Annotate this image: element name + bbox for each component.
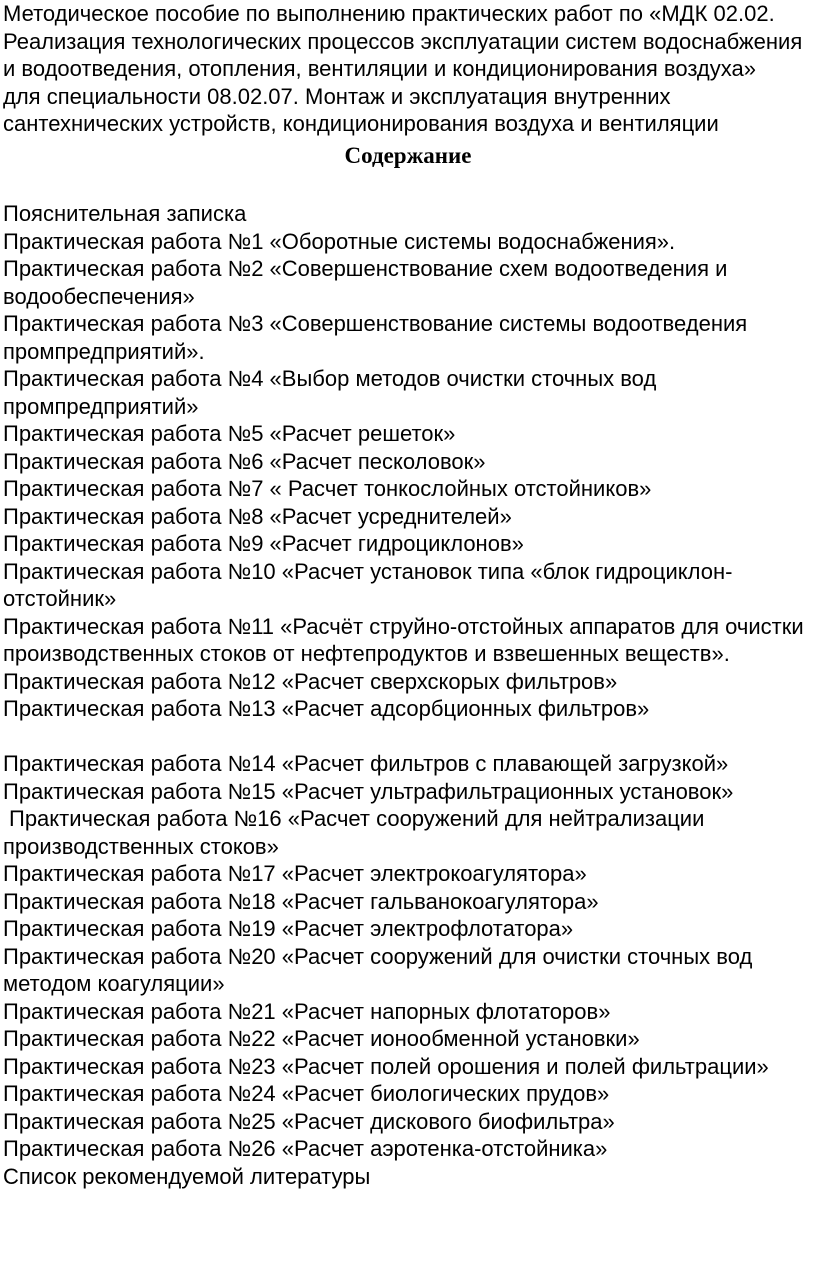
toc-item-work-24 — [3, 1080, 815, 1108]
intro-line: сантехнических устройств, кондиционирования воздуха и вентиляции — [3, 111, 719, 136]
toc-item-work-3 — [3, 310, 815, 365]
toc-line: Практическая работа №22 «Расчет ионообменной установки» — [3, 1026, 640, 1051]
intro-line: Методическое пособие по выполнению практических работ по «МДК 02.02. — [3, 1, 775, 26]
toc-item-work-8 — [3, 503, 815, 531]
toc-line: Практическая работа №1 «Оборотные системы водоснабжения». — [3, 228, 676, 254]
toc-line: Практическая работа №25 «Расчет дискового биофильтра» — [3, 1108, 615, 1134]
toc-item-work-13 — [3, 695, 815, 723]
toc-line: Практическая работа №23 «Расчет полей орошения и полей фильтрации» — [3, 1053, 769, 1079]
toc-line: Практическая работа №2 «Совершенствование схем водоотведения и — [3, 256, 728, 281]
toc-item-work-25 — [3, 1108, 815, 1136]
toc-item-references — [3, 1163, 815, 1191]
toc-line: Практическая работа №8 «Расчет усреднителей» — [3, 503, 512, 529]
intro-line: Реализация технологических процессов эксплуатации систем водоснабжения — [3, 28, 803, 54]
toc-line: Практическая работа №12 «Расчет сверхскорых фильтров» — [3, 668, 618, 694]
toc-item-work-21 — [3, 998, 815, 1026]
toc-item-work-26 — [3, 1135, 815, 1163]
toc-line: Практическая работа №11 «Расчёт струйно-отстойных аппаратов для очистки — [3, 613, 804, 639]
toc-line-continuation: методом коагуляции» — [3, 971, 225, 996]
toc-line: Практическая работа №19 «Расчет электрофлотатора» — [3, 916, 574, 941]
toc-line: Практическая работа №7 « Расчет тонкослойных отстойников» — [3, 476, 652, 501]
toc-item-work-17 — [3, 860, 815, 888]
toc-item-work-6 — [3, 448, 815, 476]
toc-line: Практическая работа №4 «Выбор методов очистки сточных вод — [3, 366, 657, 391]
toc-line: Список рекомендуемой литературы — [3, 1163, 371, 1189]
toc-item-work-20 — [3, 943, 815, 998]
toc-item-work-2 — [3, 255, 815, 310]
toc-item-work-11 — [3, 613, 815, 668]
toc-item-work-22 — [3, 1025, 815, 1053]
toc-line: Пояснительная записка — [3, 201, 247, 226]
toc-line: Практическая работа №15 «Расчет ультрафильтрационных установок» — [3, 778, 734, 804]
toc-line: Практическая работа №18 «Расчет гальванокоагулятора» — [3, 888, 599, 914]
toc-line: Практическая работа №17 «Расчет электрокоагулятора» — [3, 861, 587, 886]
toc-item-work-9 — [3, 530, 815, 558]
toc-item-work-18 — [3, 888, 815, 916]
table-of-contents — [3, 200, 815, 1190]
toc-line: Практическая работа №5 «Расчет решеток» — [3, 421, 456, 446]
toc-item-work-7 — [3, 475, 815, 503]
toc-line-continuation: производственных стоков от нефтепродуктов и взвешенных веществ». — [3, 641, 730, 666]
toc-line-continuation: промпредприятий». — [3, 338, 205, 364]
intro-line: и водоотведения, отопления, вентиляции и кондиционирования воздуха» — [3, 56, 756, 81]
toc-line-continuation: промпредприятий» — [3, 393, 199, 419]
toc-line: Практическая работа №24 «Расчет биологических прудов» — [3, 1081, 610, 1106]
toc-item-work-23 — [3, 1053, 815, 1081]
toc-line: Практическая работа №10 «Расчет установок типа «блок гидроциклон- — [3, 558, 733, 584]
toc-line-continuation: отстойник» — [3, 586, 117, 611]
toc-item-work-19 — [3, 915, 815, 943]
toc-item-work-5 — [3, 420, 815, 448]
toc-item-work-4 — [3, 365, 815, 420]
toc-line: Практическая работа №13 «Расчет адсорбционных фильтров» — [3, 696, 650, 721]
intro-line: для специальности 08.02.07. Монтаж и эксплуатация внутренних — [3, 83, 671, 109]
toc-line: Практическая работа №3 «Совершенствование системы водоотведения — [3, 311, 748, 336]
toc-line: Практическая работа №9 «Расчет гидроциклонов» — [3, 531, 524, 556]
contents-heading: Содержание — [344, 143, 472, 168]
toc-item-work-16 — [3, 805, 815, 860]
toc-item-work-1 — [3, 228, 815, 256]
toc-line: Практическая работа №26 «Расчет аэротенка-отстойника» — [3, 1136, 608, 1161]
toc-line: Практическая работа №6 «Расчет песколовок» — [3, 448, 486, 474]
toc-line: Практическая работа №16 «Расчет сооружений для нейтрализации — [9, 806, 705, 831]
toc-line: Практическая работа №14 «Расчет фильтров с плавающей загрузкой» — [3, 751, 729, 776]
toc-item-work-12 — [3, 668, 815, 696]
toc-item-work-14 — [3, 750, 815, 778]
toc-line-continuation: водообеспечения» — [3, 283, 195, 309]
toc-line-continuation: производственных стоков» — [3, 833, 279, 859]
document-intro — [3, 0, 813, 138]
toc-line: Практическая работа №20 «Расчет сооружений для очистки сточных вод — [3, 943, 753, 969]
toc-item-work-10 — [3, 558, 815, 613]
toc-item-work-15 — [3, 778, 815, 806]
toc-line: Практическая работа №21 «Расчет напорных флотаторов» — [3, 998, 611, 1024]
toc-item-explanatory-note — [3, 200, 815, 228]
